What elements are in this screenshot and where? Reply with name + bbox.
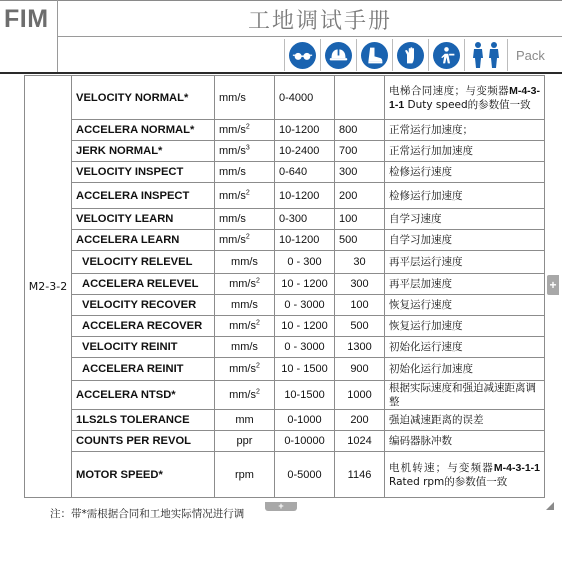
description-text-tail: Duty speed的参数值一致 bbox=[404, 98, 531, 111]
parameter-default: 1146 bbox=[335, 452, 385, 498]
people-icon bbox=[469, 41, 503, 69]
ppe-cell-gloves bbox=[392, 39, 428, 71]
parameter-unit bbox=[215, 316, 275, 337]
parameter-range: 0 - 3000 bbox=[275, 337, 335, 358]
parameter-name: ACCELERA REINIT bbox=[72, 358, 215, 381]
parameter-description bbox=[385, 410, 545, 431]
table-row bbox=[25, 274, 545, 295]
unit-exponent: 2 bbox=[245, 188, 250, 196]
parameter-description bbox=[385, 230, 545, 251]
parameter-unit bbox=[215, 141, 275, 162]
pack-label: Pack bbox=[507, 39, 551, 71]
unit-text: mm/s bbox=[219, 189, 246, 202]
description-text: 编码器脉冲数 bbox=[389, 435, 452, 447]
parameter-default: 200 bbox=[335, 410, 385, 431]
parameter-name: 1LS2LS TOLERANCE bbox=[72, 410, 215, 431]
parameter-description bbox=[385, 452, 545, 498]
parameter-range: 10-1200 bbox=[275, 120, 335, 141]
parameter-unit bbox=[215, 183, 275, 209]
parameter-range: 0-10000 bbox=[275, 431, 335, 452]
parameter-description bbox=[385, 274, 545, 295]
unit-exponent: 2 bbox=[245, 233, 250, 241]
parameter-unit bbox=[215, 358, 275, 381]
parameter-name: ACCELERA NORMAL* bbox=[72, 120, 215, 141]
parameter-name: VELOCITY LEARN bbox=[72, 209, 215, 230]
parameter-range: 0 - 3000 bbox=[275, 295, 335, 316]
parameter-unit bbox=[215, 274, 275, 295]
hard-hat-icon bbox=[325, 42, 352, 69]
section-label-cell: M2-3-2 bbox=[25, 76, 72, 498]
parameter-default: 500 bbox=[335, 230, 385, 251]
unit-text: mm/s bbox=[229, 320, 256, 332]
parameter-unit bbox=[215, 337, 275, 358]
unit-text: mm/s bbox=[219, 145, 246, 157]
description-text: 强迫减速距离的误差 bbox=[389, 414, 484, 426]
parameter-description bbox=[385, 316, 545, 337]
parameter-table bbox=[24, 75, 545, 498]
parameter-name: JERK NORMAL* bbox=[72, 141, 215, 162]
table-row bbox=[25, 452, 545, 498]
document-title: 工地调试手册 bbox=[247, 9, 392, 34]
description-text: 恢复运行加速度 bbox=[389, 320, 463, 332]
parameter-range: 0-4000 bbox=[275, 76, 335, 120]
parameter-name: ACCELERA RECOVER bbox=[72, 316, 215, 337]
parameter-default: 900 bbox=[335, 358, 385, 381]
parameter-unit bbox=[215, 295, 275, 316]
parameter-unit bbox=[215, 410, 275, 431]
parameter-unit bbox=[215, 251, 275, 274]
unit-text: mm/s bbox=[231, 299, 258, 311]
table-row bbox=[25, 337, 545, 358]
ppe-icon-bar bbox=[284, 40, 551, 70]
brand-logo-text: FIM bbox=[4, 5, 49, 33]
table-row bbox=[25, 431, 545, 452]
parameter-range: 10 - 1200 bbox=[275, 316, 335, 337]
parameter-default: 500 bbox=[335, 316, 385, 337]
parameter-range: 0-640 bbox=[275, 162, 335, 183]
parameter-range: 0 - 300 bbox=[275, 251, 335, 274]
parameter-description bbox=[385, 162, 545, 183]
parameter-name: VELOCITY RELEVEL bbox=[72, 251, 215, 274]
parameter-default bbox=[335, 76, 385, 120]
table-row bbox=[25, 141, 545, 162]
expand-right-handle[interactable]: + bbox=[547, 275, 559, 295]
unit-text: rpm bbox=[235, 468, 254, 481]
parameter-default: 800 bbox=[335, 120, 385, 141]
parameter-name: ACCELERA LEARN bbox=[72, 230, 215, 251]
description-ref: M-4-3-1-1 bbox=[389, 84, 540, 111]
parameter-range: 10-1500 bbox=[275, 381, 335, 410]
parameter-default: 700 bbox=[335, 141, 385, 162]
resize-corner-handle[interactable] bbox=[546, 502, 554, 510]
unit-text: ppr bbox=[236, 435, 253, 447]
parameter-range: 10-1200 bbox=[275, 230, 335, 251]
parameter-name: MOTOR SPEED* bbox=[72, 452, 215, 498]
parameter-description bbox=[385, 358, 545, 381]
parameter-name: VELOCITY RECOVER bbox=[72, 295, 215, 316]
description-text: 初始化运行加速度 bbox=[389, 363, 473, 375]
description-text: 恢复运行速度 bbox=[389, 299, 452, 311]
parameter-description bbox=[385, 251, 545, 274]
parameter-description bbox=[385, 295, 545, 316]
parameter-default: 100 bbox=[335, 295, 385, 316]
footnote: 注：带*需根据合同和工地实际情况进行调 bbox=[50, 508, 245, 520]
unit-exponent: 2 bbox=[245, 123, 250, 131]
header-bottom-border bbox=[0, 72, 562, 74]
parameter-unit bbox=[215, 76, 275, 120]
table-row bbox=[25, 162, 545, 183]
parameter-unit bbox=[215, 431, 275, 452]
description-text-tail: Rated rpm的参数值一致 bbox=[389, 475, 508, 488]
parameter-default: 1024 bbox=[335, 431, 385, 452]
parameter-name: COUNTS PER REVOL bbox=[72, 431, 215, 452]
description-text: 初始化运行速度 bbox=[389, 341, 463, 353]
ppe-cell-hardhat bbox=[320, 39, 356, 71]
table-row bbox=[25, 358, 545, 381]
parameter-range: 10-1200 bbox=[275, 183, 335, 209]
unit-text: mm/s bbox=[229, 363, 256, 375]
parameter-unit bbox=[215, 452, 275, 498]
unit-exponent: 3 bbox=[245, 144, 250, 152]
parameter-default: 200 bbox=[335, 183, 385, 209]
parameter-description bbox=[385, 76, 545, 120]
document-header bbox=[0, 0, 562, 72]
ppe-cell-glasses bbox=[284, 39, 320, 71]
table-row bbox=[25, 209, 545, 230]
parameter-name: VELOCITY REINIT bbox=[72, 337, 215, 358]
description-text: 电机转速；与变频器 bbox=[389, 461, 494, 474]
parameter-name: ACCELERA RELEVEL bbox=[72, 274, 215, 295]
unit-text: mm/s bbox=[231, 341, 258, 353]
parameter-default: 300 bbox=[335, 274, 385, 295]
gloves-icon bbox=[397, 42, 424, 69]
unit-text: mm/s bbox=[231, 256, 258, 268]
unit-text: mm/s bbox=[219, 234, 246, 246]
table-row bbox=[25, 410, 545, 431]
table-row bbox=[25, 295, 545, 316]
parameter-default: 1300 bbox=[335, 337, 385, 358]
parameter-range: 10 - 1500 bbox=[275, 358, 335, 381]
unit-text: mm/s bbox=[219, 213, 246, 225]
table-row bbox=[25, 251, 545, 274]
unit-exponent: 2 bbox=[255, 362, 260, 370]
unit-text: mm bbox=[235, 414, 254, 426]
unit-text: mm/s bbox=[229, 389, 256, 401]
parameter-range: 0-5000 bbox=[275, 452, 335, 498]
description-text: 检修运行加速度 bbox=[389, 189, 463, 202]
header-top-border bbox=[0, 0, 562, 1]
parameter-default: 100 bbox=[335, 209, 385, 230]
ppe-cell-worker bbox=[428, 39, 464, 71]
parameter-default: 300 bbox=[335, 162, 385, 183]
unit-text: mm/s bbox=[219, 91, 246, 104]
description-text: 根据实际速度和强迫减速距离调整 bbox=[389, 382, 536, 408]
parameter-range: 0-1000 bbox=[275, 410, 335, 431]
parameter-description bbox=[385, 431, 545, 452]
table-row bbox=[25, 183, 545, 209]
parameter-description bbox=[385, 141, 545, 162]
description-text: 检修运行速度 bbox=[389, 166, 452, 178]
unit-exponent: 2 bbox=[255, 388, 260, 396]
worker-icon bbox=[433, 42, 460, 69]
table-row bbox=[25, 316, 545, 337]
safety-boot-icon bbox=[361, 42, 388, 69]
table-row bbox=[25, 381, 545, 410]
description-ref: M-4-3-1-1 bbox=[493, 461, 540, 474]
ppe-cell-people bbox=[464, 39, 507, 71]
header-middle-border bbox=[58, 36, 562, 37]
parameter-description bbox=[385, 183, 545, 209]
unit-text: mm/s bbox=[219, 124, 246, 136]
expand-bottom-handle[interactable]: + bbox=[265, 502, 297, 511]
description-text: 正常运行加速度； bbox=[389, 124, 473, 136]
parameter-default: 1000 bbox=[335, 381, 385, 410]
parameter-range: 0-300 bbox=[275, 209, 335, 230]
parameter-default: 30 bbox=[335, 251, 385, 274]
description-text: 再平层加速度 bbox=[389, 278, 452, 290]
parameter-unit bbox=[215, 381, 275, 410]
parameter-description bbox=[385, 209, 545, 230]
description-text: 再平层运行速度 bbox=[389, 256, 463, 268]
safety-glasses-icon bbox=[289, 42, 316, 69]
unit-exponent: 2 bbox=[255, 319, 260, 327]
description-text: 自学习加速度 bbox=[389, 234, 452, 246]
ppe-cell-boot bbox=[356, 39, 392, 71]
parameter-name: ACCELERA NTSD* bbox=[72, 381, 215, 410]
table-row bbox=[25, 76, 545, 120]
parameter-name: VELOCITY INSPECT bbox=[72, 162, 215, 183]
description-text: 正常运行加加速度 bbox=[389, 145, 473, 157]
parameter-range: 10 - 1200 bbox=[275, 274, 335, 295]
parameter-description bbox=[385, 337, 545, 358]
parameter-unit bbox=[215, 120, 275, 141]
parameter-unit bbox=[215, 230, 275, 251]
description-text: 自学习速度 bbox=[389, 213, 442, 225]
parameter-range: 10-2400 bbox=[275, 141, 335, 162]
parameter-description bbox=[385, 120, 545, 141]
parameter-unit bbox=[215, 162, 275, 183]
table-row bbox=[25, 120, 545, 141]
parameter-unit bbox=[215, 209, 275, 230]
description-text: 电梯合同速度；与变频器 bbox=[389, 84, 510, 97]
table-row bbox=[25, 230, 545, 251]
unit-exponent: 2 bbox=[255, 277, 260, 285]
parameter-table-body bbox=[25, 76, 545, 498]
parameter-name: ACCELERA INSPECT bbox=[72, 183, 215, 209]
unit-text: mm/s bbox=[229, 278, 256, 290]
parameter-description bbox=[385, 381, 545, 410]
parameter-name: VELOCITY NORMAL* bbox=[72, 76, 215, 120]
unit-text: mm/s bbox=[219, 166, 246, 178]
